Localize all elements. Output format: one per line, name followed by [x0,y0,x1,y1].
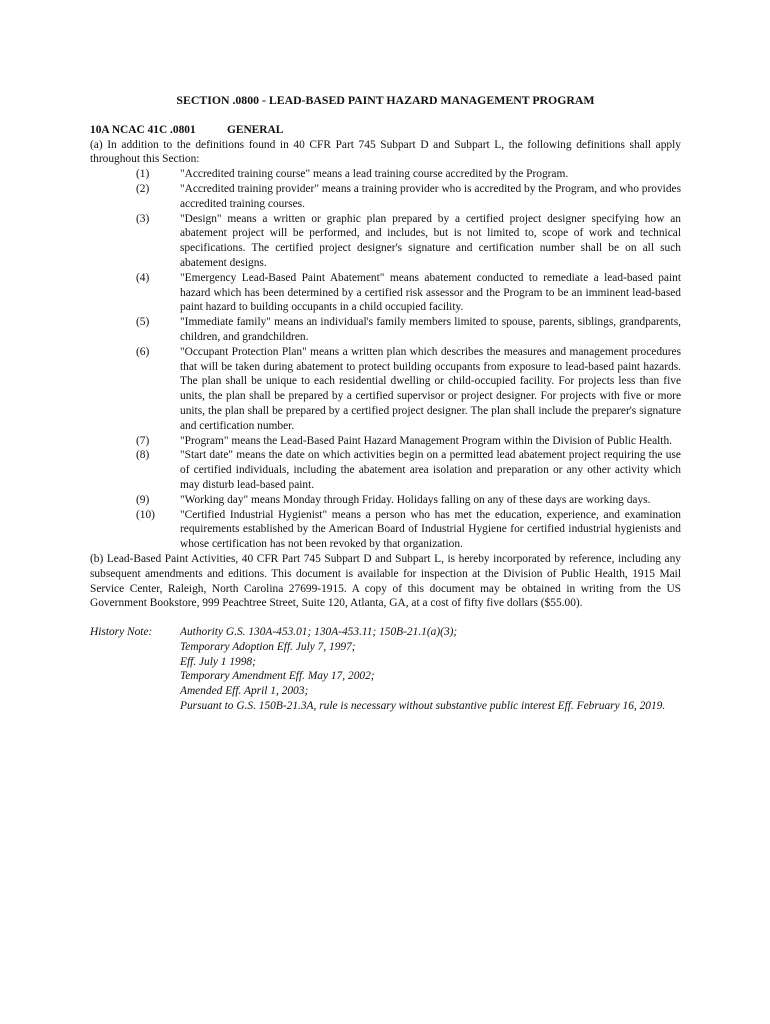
definition-text: "Program" means the Lead-Based Paint Hazard Management Program within the Division of Public Health. [180,434,673,447]
definition-text: "Working day" means Monday through Friday. Holidays falling on any of these days are working days. [180,493,651,506]
history-line: Authority G.S. 130A-453.01; 130A-453.11; 150B-21.1(a)(3); [180,626,458,639]
definition-number: (7) [136,434,150,447]
definition-number: (2) [136,182,150,195]
definition-number: (5) [136,316,150,329]
rule-title: GENERAL [227,123,284,136]
definition-text: "Immediate family" means an individual's family members limited to spouse, parents, siblings, grandparents, children, and grandchildren. [180,316,681,343]
definition-text: "Start date" means the date on which activities begin on a permitted lead abatement project requiring the use of certified individuals, including the abatement area isolation and preparation or any other activity which may disturb lead-based paint. [180,449,681,491]
definition-item [90,345,681,434]
definition-number: (1) [136,168,150,181]
definition-item [90,212,681,271]
definition-item [90,167,681,182]
definition-text: "Emergency Lead-Based Paint Abatement" means abatement conducted to remediate a lead-based paint hazard which has been determined by a certified risk assessor and the Program to be an imminent lead-based paint hazard to building occupants in a child occupied facility. [180,271,681,314]
paragraph-b: (b) Lead-Based Paint Activities, 40 CFR Part 745 Subpart D and Subpart L, is hereby incorporated by reference, including any subsequent amendments and editions. This document is available for inspection at the Division of Public Health, 1915 Mail Service Center, Raleigh, North Carolina 27699-1915. A copy of this document may be obtained in writing from the US Government Bookstore, 999 Peachtree Street, Suite 120, Atlanta, GA, at a cost of fifty five dollars ($55.00). [90,552,681,610]
definition-item [90,508,681,552]
definition-number: (6) [136,345,150,358]
definition-item [90,434,681,449]
section-title: SECTION .0800 - LEAD-BASED PAINT HAZARD MANAGEMENT PROGRAM [176,93,595,107]
history-note-label: History Note: [90,626,153,639]
definition-text: "Certified Industrial Hygienist" means a person who has met the education, experience, and examination requirements established by the American Board of Industrial Hygiene for certified industrial hygienists and whose certification has not been revoked by that organization. [180,508,681,551]
definition-text: "Accredited training course" means a lead training course accredited by the Program. [180,168,569,181]
history-line: Temporary Amendment Eff. May 17, 2002; [180,670,375,683]
definitions-list [90,167,681,552]
rule-heading [90,123,681,138]
definition-item [90,315,681,345]
definition-item [90,448,681,492]
history-line: Pursuant to G.S. 150B-21.3A, rule is necessary without substantive public interest Eff. February 16, 2019. [180,700,666,713]
definition-item [90,493,681,508]
rule-id: 10A NCAC 41C .0801 [90,123,196,136]
definition-number: (3) [136,212,150,225]
definition-item [90,271,681,315]
paragraph-a: (a) In addition to the definitions found in 40 CFR Part 745 Subpart D and Subpart L, the following definitions shall apply throughout this Section: [90,138,681,166]
document-body [90,93,681,714]
definition-text: "Design" means a written or graphic plan prepared by a certified project designer specifying how an abatement project will be performed, and includes, but is not limited to, scope of work and technical specifications. The certified project designer's signature and certification number shall be on all such abatement designs. [180,212,681,269]
definition-text: "Accredited training provider" means a training provider who is accredited by the Program, and who provides accredited training courses. [180,182,681,210]
definition-number: (4) [136,271,150,284]
history-note [90,625,681,714]
definition-text: "Occupant Protection Plan" means a written plan which describes the measures and management procedures that will be taken during abatement to protect building occupants from exposure to lead-based paint hazards. The plan shall be unique to each residential dwelling or child-occupied facility. For projects less than five units, the plan shall be prepared by a certified supervisor or project designer. For projects with five or more units, the plan shall be prepared by a certified project designer. The plan shall include the preparer's signature and certification number. [180,345,681,432]
history-line: Amended Eff. April 1, 2003; [180,685,309,698]
history-line: Eff. July 1 1998; [180,655,256,668]
definition-number: (9) [136,493,150,506]
definition-number: (10) [136,508,155,521]
definition-number: (8) [136,449,150,462]
definition-item [90,182,681,212]
history-line: Temporary Adoption Eff. July 7, 1997; [180,640,356,653]
history-note-lines [180,625,681,714]
